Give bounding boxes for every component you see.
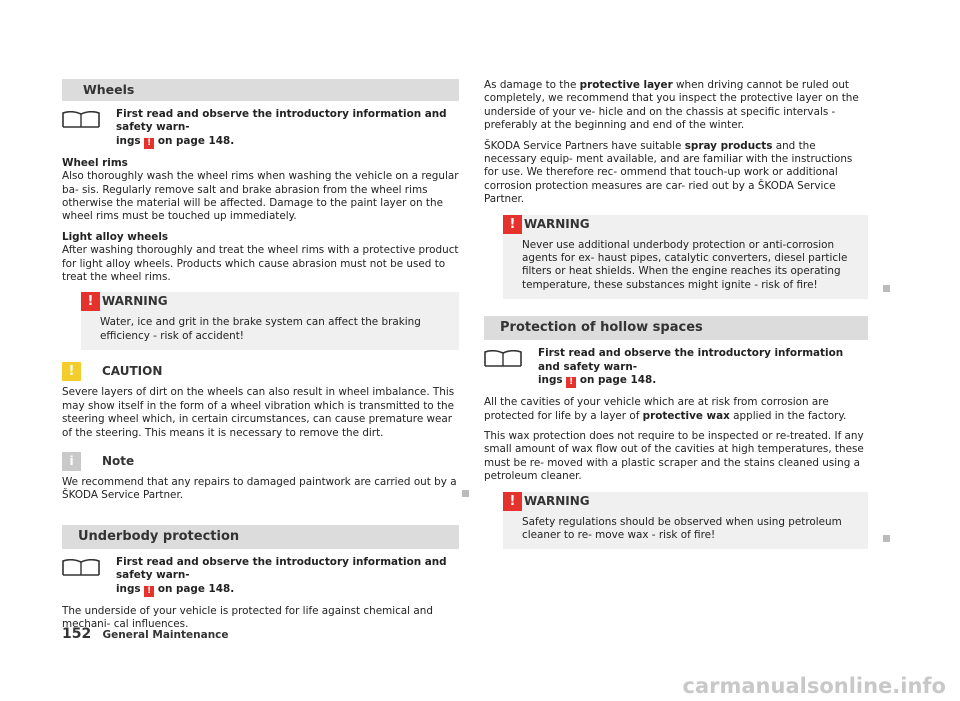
- caution-title: CAUTION: [102, 364, 163, 379]
- section-end-marker: [462, 490, 469, 497]
- note-text: We recommend that any repairs to damaged paintwork are carried out by a ŠKODA Service Partner.: [62, 475, 457, 502]
- warning-text: Water, ice and grit in the brake system can affect the braking efficiency - risk of accident!: [100, 316, 421, 342]
- caution-text: Severe layers of dirt on the wheels can also result in wheel imbalance. This may show itself in the form of a wheel vibration which is transmitted to the steering wheel which, in certain circumstances, can cause premature wear of the steering. This means it is necessary to remove the dirt.: [62, 386, 455, 439]
- page-number: 152: [62, 626, 92, 642]
- warning-inline-icon[interactable]: !: [566, 377, 576, 388]
- intro-pre: ings: [116, 582, 145, 595]
- section-end-marker: [883, 535, 890, 542]
- warning-text: Never use additional underbody protection or anti-corrosion agents for ex- haust pipes, catalytic converters, diesel particle filters or heat shields. When the engine reaches its operating temperature, these substances might ignite - risk of fire!: [522, 238, 848, 291]
- paragraph-underbody: The underside of your vehicle is protected for life against chemical and mechani- cal influences.: [62, 604, 433, 630]
- info-icon: i: [62, 452, 81, 471]
- intro-page-link[interactable]: on page 148.: [154, 134, 235, 147]
- note-box: [62, 452, 459, 503]
- text-light-alloy: After washing thoroughly and treat the wheel rims with a protective product for light alloy wheels. Products which cause abrasion must not be used to treat the wheel rims.: [62, 244, 459, 284]
- caution-box: [62, 362, 459, 440]
- open-book-icon: [62, 559, 100, 577]
- text-wheel-rims: Also thoroughly wash the wheel rims when washing the vehicle on a regular ba- sis. Regularly remove salt and brake abrasion from the wheel rims otherwise the material will be affected. Damage to the paint layer on the wheel rims must be touched up immediately.: [62, 170, 459, 223]
- warning-title: WARNING: [524, 216, 590, 231]
- right-column: [484, 79, 868, 559]
- section-end-marker: [883, 285, 890, 292]
- warning-title: WARNING: [102, 294, 168, 309]
- caution-icon: !: [62, 362, 81, 381]
- section-title-wheels: Wheels: [62, 79, 459, 101]
- warning-inline-icon[interactable]: !: [144, 138, 154, 149]
- intro-pre: ings: [116, 134, 145, 147]
- bold-protective-wax: protective wax: [642, 409, 730, 422]
- note-title: Note: [102, 453, 135, 468]
- warning-box-brakes: [81, 292, 459, 350]
- warning-text: Safety regulations should be observed when using petroleum cleaner to re- move wax - risk of fire!: [522, 515, 842, 541]
- intro-page-link[interactable]: on page 148.: [576, 374, 657, 387]
- paragraph-protective-layer: As damage to the protective layer when driving cannot be ruled out completely, we recommend that you inspect the protective layer on the underside of your ve- hicle and on the chassis at specific intervals - preferably at the beginning and end of the winter.: [484, 79, 859, 132]
- warning-icon: !: [81, 292, 100, 311]
- intro-line1: First read and observe the introductory information and safety warn-: [116, 108, 447, 134]
- bold-protective-layer: protective layer: [579, 79, 673, 91]
- bold-spray-products: spray products: [684, 139, 773, 152]
- warning-box-petroleum: [503, 492, 868, 550]
- paragraph-spray-products: ŠKODA Service Partners have suitable spray products and the necessary equip- ment available, and are familiar with the instructions for use. We therefore rec- ommend that touch-up work or additional corrosion protection measures are car- ried out by a ŠKODA Service Partner.: [484, 139, 853, 206]
- watermark: carmanualsonline.info: [682, 673, 946, 698]
- intro-page-link[interactable]: on page 148.: [154, 582, 235, 595]
- open-book-icon: [62, 111, 100, 129]
- intro-reference-wheels: [62, 108, 459, 149]
- paragraph-wax-treatment: This wax protection does not require to be inspected or re-treated. If any small amount of wax flow out of the cavities at high temperatures, these must be re- moved with a plastic scraper and the stains cleaned using a petroleum cleaner.: [484, 429, 864, 483]
- section-title-hollow-spaces: Protection of hollow spaces: [484, 316, 868, 340]
- paragraph-wheel-rims: [62, 157, 459, 224]
- chapter-title: General Maintenance: [102, 629, 229, 641]
- intro-line1: First read and observe the introductory information and safety warn-: [116, 555, 447, 582]
- intro-reference-hollow: [484, 347, 868, 388]
- warning-icon: !: [503, 215, 522, 234]
- paragraph-light-alloy: [62, 231, 459, 285]
- section-title-underbody: Underbody protection: [62, 525, 459, 549]
- warning-box-underbody: [503, 215, 868, 300]
- intro-reference-underbody: [62, 556, 459, 597]
- warning-inline-icon[interactable]: !: [144, 586, 154, 597]
- page-footer: [62, 628, 229, 646]
- paragraph-protective-wax: All the cavities of your vehicle which are at risk from corrosion are protected for life by a layer of protective wax applied in the factory.: [484, 396, 847, 422]
- warning-title: WARNING: [524, 493, 590, 508]
- intro-pre: ings: [538, 374, 567, 387]
- open-book-icon: [484, 350, 522, 368]
- subheading-light-alloy: Light alloy wheels: [62, 230, 169, 243]
- warning-icon: !: [503, 492, 522, 511]
- intro-line1: First read and observe the introductory information and safety warn-: [538, 347, 844, 373]
- subheading-wheel-rims: Wheel rims: [62, 156, 128, 169]
- left-column: [62, 79, 459, 638]
